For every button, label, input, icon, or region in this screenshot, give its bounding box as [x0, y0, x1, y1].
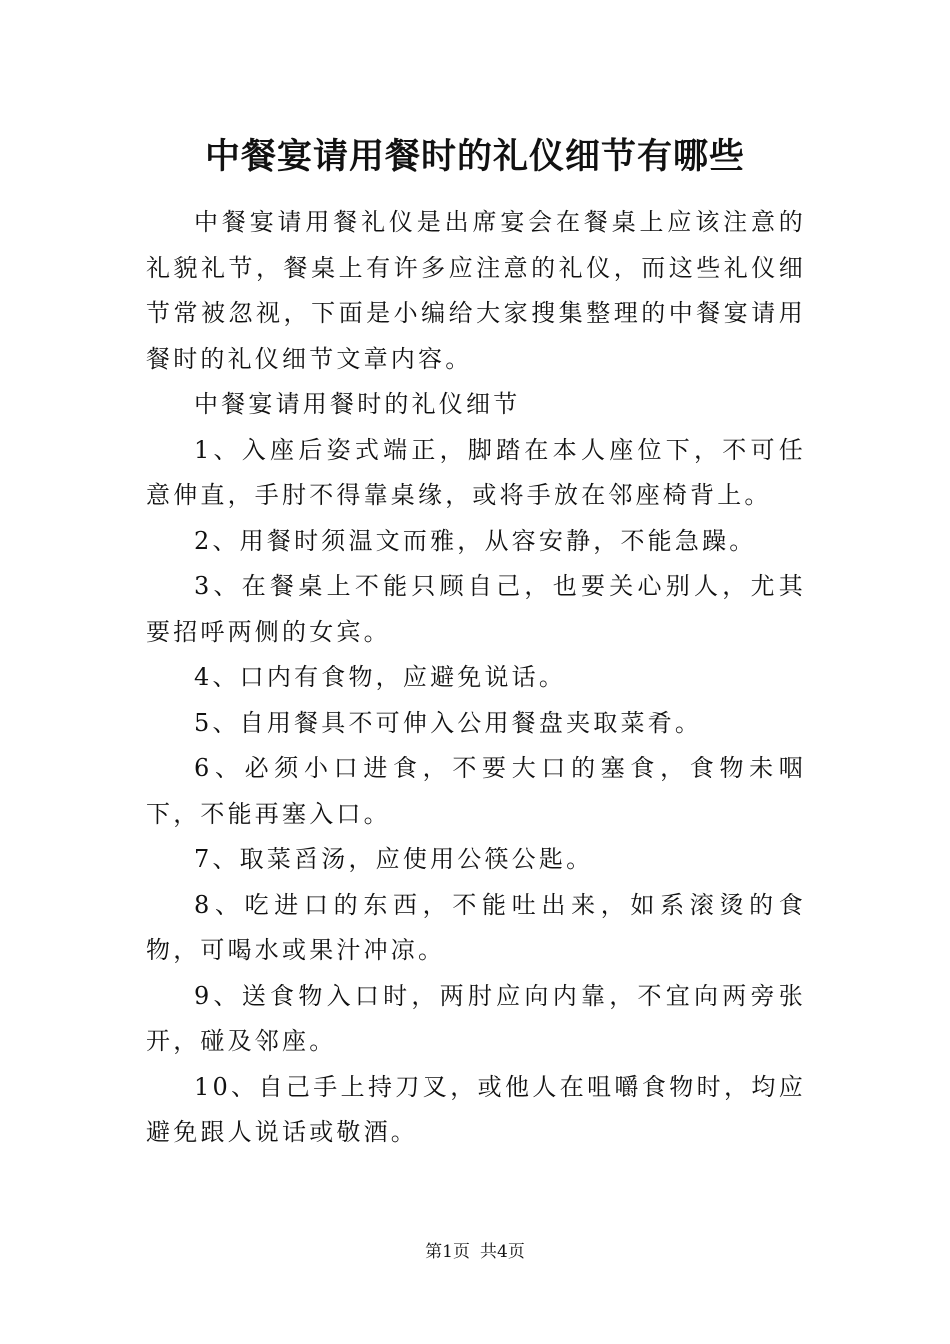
list-item: 1、入座后姿式端正，脚踏在本人座位下，不可任意伸直，手肘不得靠桌缘，或将手放在邻座椅背上。: [146, 435, 806, 509]
list-item: 10、自己手上持刀叉，或他人在咀嚼食物时，均应避免跟人说话或敬酒。: [146, 1072, 806, 1146]
document-body: [146, 200, 806, 1156]
list-item: 6、必须小口进食，不要大口的塞食，食物未咽下，不能再塞入口。: [146, 754, 806, 828]
list-item: 5、自用餐具不可伸入公用餐盘夹取菜肴。: [194, 708, 703, 737]
page-total: 共4页: [480, 1242, 525, 1262]
page-footer: [0, 1240, 950, 1264]
list-item: 4、口内有食物，应避免说话。: [194, 663, 567, 691]
section-heading: 中餐宴请用餐时的礼仪细节: [194, 390, 521, 418]
page-number: 第1页: [425, 1242, 470, 1262]
intro-paragraph: 中餐宴请用餐礼仪是出席宴会在餐桌上应该注意的礼貌礼节，餐桌上有许多应注意的礼仪，而这些礼仪细节常被忽视，下面是小编给大家搜集整理的中餐宴请用餐时的礼仪细节文章内容。: [146, 208, 806, 373]
list-item: 9、送食物入口时，两肘应向内靠，不宜向两旁张开，碰及邻座。: [146, 981, 806, 1055]
list-item: 2、用餐时须温文而雅，从容安静，不能急躁。: [194, 526, 757, 555]
list-item: 8、吃进口的东西，不能吐出来，如系滚烫的食物，可喝水或果汁冲凉。: [146, 890, 806, 964]
list-item: 3、在餐桌上不能只顾自己，也要关心别人，尤其要招呼两侧的女宾。: [146, 572, 806, 646]
list-item: 7、取菜舀汤，应使用公筷公匙。: [194, 845, 594, 873]
document-title: 中餐宴请用餐时的礼仪细节有哪些: [204, 136, 745, 177]
